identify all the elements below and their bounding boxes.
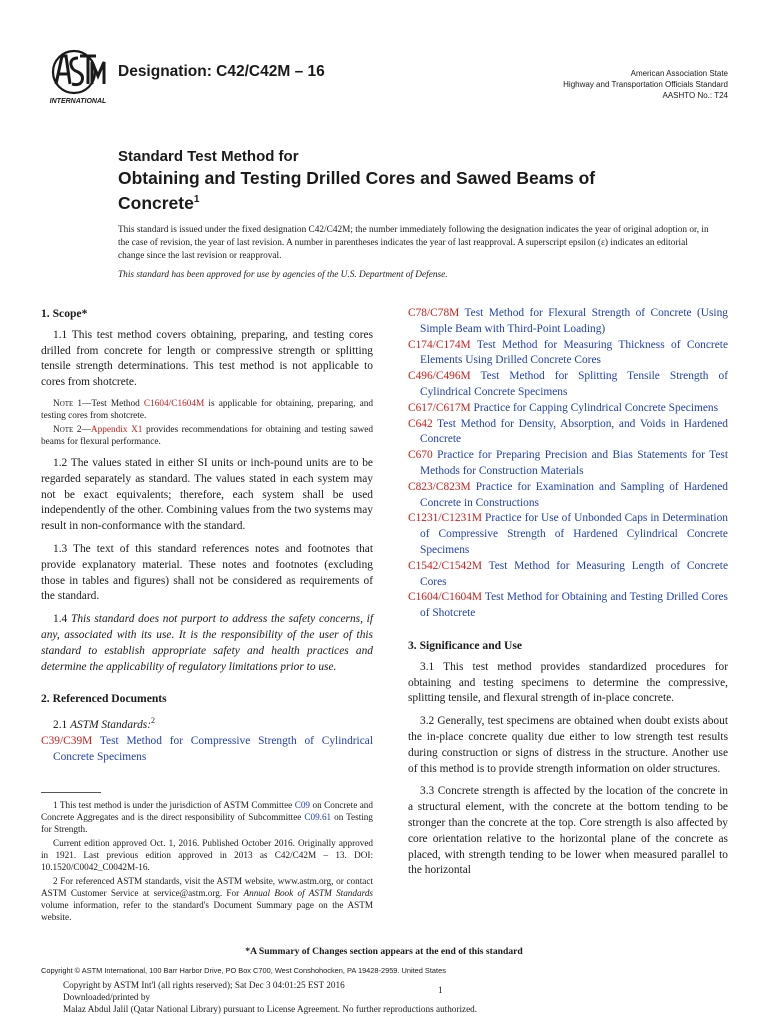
- ref-code-link[interactable]: C642: [408, 417, 433, 430]
- refdocs-heading: 2. Referenced Documents: [41, 692, 167, 706]
- ref-item: [41, 734, 373, 766]
- license-line: Copyright by ASTM Int'l (all rights reserved); Sat Dec 3 04:01:25 EST 2016: [63, 980, 345, 990]
- title-footnote-ref: 1: [193, 194, 200, 205]
- note-1: [41, 398, 373, 422]
- para-1-1: 1.1 This test method covers obtaining, preparing, and testing cores drilled from concrete for length or compressive strength or splitting tensile strength determinations. This test method is not applicable to cores from shotcrete.: [41, 328, 373, 389]
- ref-list-left: [41, 734, 373, 766]
- ref-code-link[interactable]: C1231/C1231M: [408, 512, 483, 525]
- para-3-2: 3.2 Generally, test specimens are obtained when doubt exists about the in-place concrete quality due either to low strength test results during construction or signs of distress in the structure. Another use of this method is to provide strength information on older structures.: [408, 715, 728, 775]
- designation: [118, 63, 325, 81]
- para-3-1: 3.1 This test method provides standardized procedures for obtaining and testing specimens to determine the compressive, splitting tensile, and flexural strength of in-place concrete.: [408, 660, 728, 705]
- para-number: 1.4: [53, 613, 71, 626]
- ref-title-link[interactable]: Practice for Use of Unbonded Caps in Determination of Compressive Strength of Hardened Cylindrical Concrete Specimens: [420, 512, 728, 556]
- ref-code-link[interactable]: C1604/C1604M: [408, 591, 483, 604]
- footnote-text: on Testing for Strength.: [41, 812, 373, 834]
- ref-item: [408, 448, 728, 480]
- license-line: Malaz Abdul Jalil (Qatar National Library) pursuant to License Agreement. No further reproductions authorized.: [63, 1004, 478, 1014]
- ref-title-link[interactable]: Test Method for Compressive Strength of Cylindrical Concrete Specimens: [53, 734, 373, 763]
- title-line1: Standard Test Method for: [118, 148, 299, 165]
- astm-standards-label: [41, 713, 373, 734]
- para-3-3: 3.3 Concrete strength is affected by the location of the concrete in a structural element, with the concrete at the bottom tending to be stronger than the concrete at the top. Core strength is also affected by core orientation relative to the horizontal plane of the concrete as placed, with strength tending to be lower when measured parallel to the horizontal: [408, 785, 728, 877]
- ref-code-link[interactable]: C823/C823M: [408, 480, 471, 493]
- license-line: Downloaded/printed by: [63, 992, 151, 1002]
- page-number: 1: [438, 985, 443, 995]
- footnote-rule: [41, 792, 101, 793]
- footnote-2: [41, 875, 373, 923]
- note-label: Note: [53, 424, 74, 435]
- ref-title-link[interactable]: Test Method for Density, Absorption, and Voids in Hardened Concrete: [420, 417, 728, 446]
- designation-label: Designation: C42/C42M: [118, 63, 291, 80]
- footnotes: [41, 792, 373, 925]
- designation-year: – 16: [290, 63, 325, 80]
- note-text: 2—: [73, 424, 91, 435]
- ref-item: [408, 511, 728, 558]
- left-column: [41, 306, 373, 765]
- note-text: is applicable for obtaining, preparing, and testing cores from shotcrete.: [41, 398, 374, 421]
- intro-text: This standard is issued under the fixed designation C42/C42M; the number immediately following the designation indicates the year of original adoption or, in the case of revision, the year of last revision. A number in parentheses indicates the year of last reapproval. A superscript epsilon (ε) indicates an editorial change since the last revision or reapproval.: [118, 225, 709, 261]
- ref-item: [408, 338, 728, 370]
- footnote-text: on Concrete and Concrete Aggregates and is the direct responsibility of Subcommittee: [41, 800, 373, 822]
- footnote-text: volume information, refer to the standard's Document Summary page on the ASTM website.: [41, 900, 373, 922]
- para-1-3: 1.3 The text of this standard references notes and footnotes that provide explanatory material. These notes and footnotes (excluding those in tables and figures) shall not be considered as requirements of the standard.: [41, 542, 373, 603]
- note-text: provides recommendations for obtaining and testing sawed beams for flexural performance.: [41, 424, 373, 447]
- para-number: 2.1: [53, 718, 71, 731]
- subheading: ASTM Standards:: [70, 718, 151, 731]
- ref-title-link[interactable]: Test Method for Flexural Strength of Concrete (Using Simple Beam with Third-Point Loading): [420, 307, 728, 335]
- right-column: [408, 306, 728, 886]
- aashto-block: [563, 68, 728, 101]
- intro-dod-text: This standard has been approved for use by agencies of the U.S. Department of Defense.: [118, 270, 448, 280]
- committee-link[interactable]: C09: [294, 800, 311, 810]
- license-block: [63, 979, 477, 1015]
- ref-item: [408, 306, 728, 338]
- para-text: This standard does not purport to address the safety concerns, if any, associated with its use. It is the responsibility of the user of this standard to establish appropriate safety and health practices and determine the applicability of regulatory limitations prior to use.: [41, 613, 373, 673]
- astm-logo: [44, 48, 112, 106]
- ref-code-link[interactable]: C1542/C1542M: [408, 559, 483, 572]
- ref-title-link[interactable]: Test Method for Measuring Length of Concrete Cores: [420, 559, 728, 588]
- ref-title-link[interactable]: Practice for Examination and Sampling of Hardened Concrete in Constructions: [420, 480, 728, 509]
- note-2-link[interactable]: Appendix X1: [90, 424, 143, 435]
- ref-list-right: [408, 306, 728, 622]
- summary-note: *A Summary of Changes section appears at the end of this standard: [245, 946, 523, 957]
- aashto-line: American Association State: [630, 69, 728, 78]
- copyright: Copyright © ASTM International, 100 Barr Harbor Drive, PO Box C700, West Conshohocken, PA 19428-2959. United States: [41, 966, 446, 975]
- ref-item: [408, 369, 728, 401]
- ref-code-link[interactable]: C496/C496M: [408, 370, 471, 383]
- para-1-2: 1.2 The values stated in either SI units or inch-pound units are to be regarded separately as standard. The values stated in each system may not be exact equivalents; therefore, each system shall be used independently of the other. Combining values from the two systems may result in non-conformance with the standard.: [41, 456, 373, 533]
- aashto-line: Highway and Transportation Officials Standard: [563, 80, 728, 89]
- footnote-text: 2 For referenced ASTM standards, visit the ASTM website, www.astm.org, or contact ASTM Customer Service at service@astm.org. For: [41, 876, 373, 898]
- note-text: 1—Test Method: [73, 398, 144, 409]
- ref-code-link[interactable]: C617/C617M: [408, 401, 471, 414]
- footnote-ref: 2: [151, 716, 155, 726]
- ref-item: [408, 401, 728, 417]
- ref-title-link[interactable]: Practice for Capping Cylindrical Concrete Specimens: [470, 401, 719, 414]
- ref-code-link[interactable]: C39/C39M: [41, 734, 93, 747]
- significance-heading: 3. Significance and Use: [408, 638, 523, 652]
- footnote-text: 1 This test method is under the jurisdiction of ASTM Committee: [53, 800, 295, 810]
- scope-heading: 1. Scope*: [41, 307, 88, 320]
- para-1-4: [41, 612, 373, 675]
- ref-item: [408, 480, 728, 512]
- footnote-1b: Current edition approved Oct. 1, 2016. Published October 2016. Originally approved in 1921. Last previous edition approved in 2013 as C42/C42M – 13. DOI: 10.1520/C0042_C0042M-16.: [41, 838, 373, 872]
- ref-code-link[interactable]: C78/C78M: [408, 307, 460, 319]
- intro: [118, 224, 716, 288]
- logo-text: INTERNATIONAL: [49, 98, 107, 105]
- ref-title-link[interactable]: Test Method for Splitting Tensile Strength of Cylindrical Concrete Specimens: [420, 370, 728, 398]
- ref-title-link[interactable]: Test Method for Measuring Thickness of Concrete Elements Using Drilled Concrete Cores: [420, 338, 728, 367]
- ref-code-link[interactable]: C670: [408, 449, 433, 462]
- note-2: [41, 424, 373, 448]
- note-1-link[interactable]: C1604/C1604M: [143, 398, 205, 409]
- ref-item: [408, 417, 728, 449]
- title-block: [118, 148, 678, 214]
- ref-code-link[interactable]: C174/C174M: [408, 338, 471, 351]
- ref-item: [408, 559, 728, 591]
- title-text: Obtaining and Testing Drilled Cores and Sawed Beams of Concrete: [118, 168, 596, 213]
- ref-title-link[interactable]: Test Method for Obtaining and Testing Drilled Cores of Shotcrete: [420, 591, 728, 620]
- footnote-1: [41, 799, 373, 835]
- title-main: [118, 167, 678, 214]
- subcommittee-link[interactable]: C09.61: [304, 812, 332, 822]
- footnote-italic: Annual Book of ASTM Standards: [243, 888, 373, 898]
- note-label: Note: [53, 398, 74, 409]
- aashto-line: AASHTO No.: T24: [662, 91, 728, 100]
- ref-item: [408, 590, 728, 622]
- ref-title-link[interactable]: Practice for Preparing Precision and Bias Statements for Test Methods for Construction Materials: [420, 449, 728, 477]
